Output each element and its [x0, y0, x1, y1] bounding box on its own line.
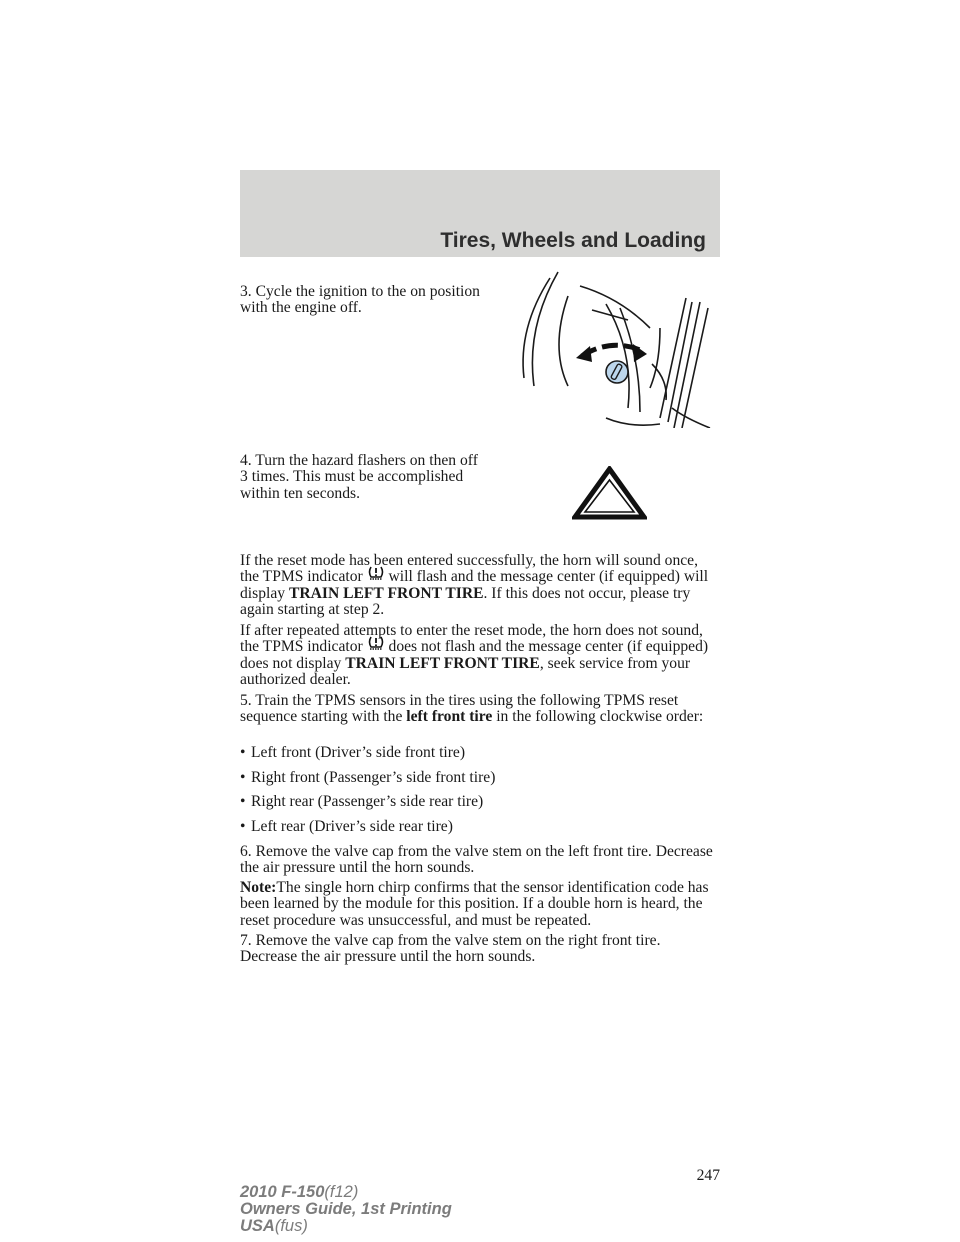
print-footer: 2010 F-150(f12) Owners Guide, 1st Printing USA(fus) [240, 1183, 452, 1235]
list-item: • Right front (Passenger’s side front tire) [240, 769, 496, 786]
page-number: 247 [696, 1167, 720, 1184]
step-5-text: 5. Train the TPMS sensors in the tires using the following TPMS reset sequence starting with the left front tire in the following clockwise order: [240, 692, 704, 726]
list-item: • Left front (Driver’s side front tire) [240, 744, 466, 761]
reset-success-paragraph: If the reset mode has been entered successfully, the horn will sound once, the TPMS indicator will flash and the message center (if equipped) will display TRAIN LEFT FRONT TIRE. If this does not occur, please try again starting at step 2. [240, 552, 709, 619]
step-7-text: 7. Remove the valve cap from the valve stem on the right front tire. Decrease the air pressure until the horn sounds. [240, 932, 661, 966]
section-header [240, 170, 720, 257]
list-item: • Right rear (Passenger’s side rear tire) [240, 793, 484, 810]
note-paragraph: Note:The single horn chirp confirms that the sensor identification code has been learned by the module for this position. If a double horn is heard, the reset procedure was unsuccessful, and must be repeated. [240, 879, 709, 929]
section-title: Tires, Wheels and Loading [440, 229, 706, 252]
hazard-warning-icon [572, 466, 647, 520]
tpms-warning-icon [368, 566, 384, 581]
step-3-text: 3. Cycle the ignition to the on position with the engine off. [240, 283, 480, 317]
tpms-warning-icon [368, 636, 384, 651]
reset-failure-paragraph: If after repeated attempts to enter the reset mode, the horn does not sound, the TPMS indicator does not flash and the message center (if equipped) does not display TRAIN LEFT FRONT TIRE, seek service from your authorized dealer. [240, 622, 709, 689]
step-4-text: 4. Turn the hazard flashers on then off 3 times. This must be accomplished within ten seconds. [240, 452, 478, 502]
list-item: • Left rear (Driver’s side rear tire) [240, 818, 453, 835]
ignition-key-illustration [510, 268, 720, 428]
step-6-text: 6. Remove the valve cap from the valve stem on the left front tire. Decrease the air pressure until the horn sounds. [240, 843, 713, 877]
